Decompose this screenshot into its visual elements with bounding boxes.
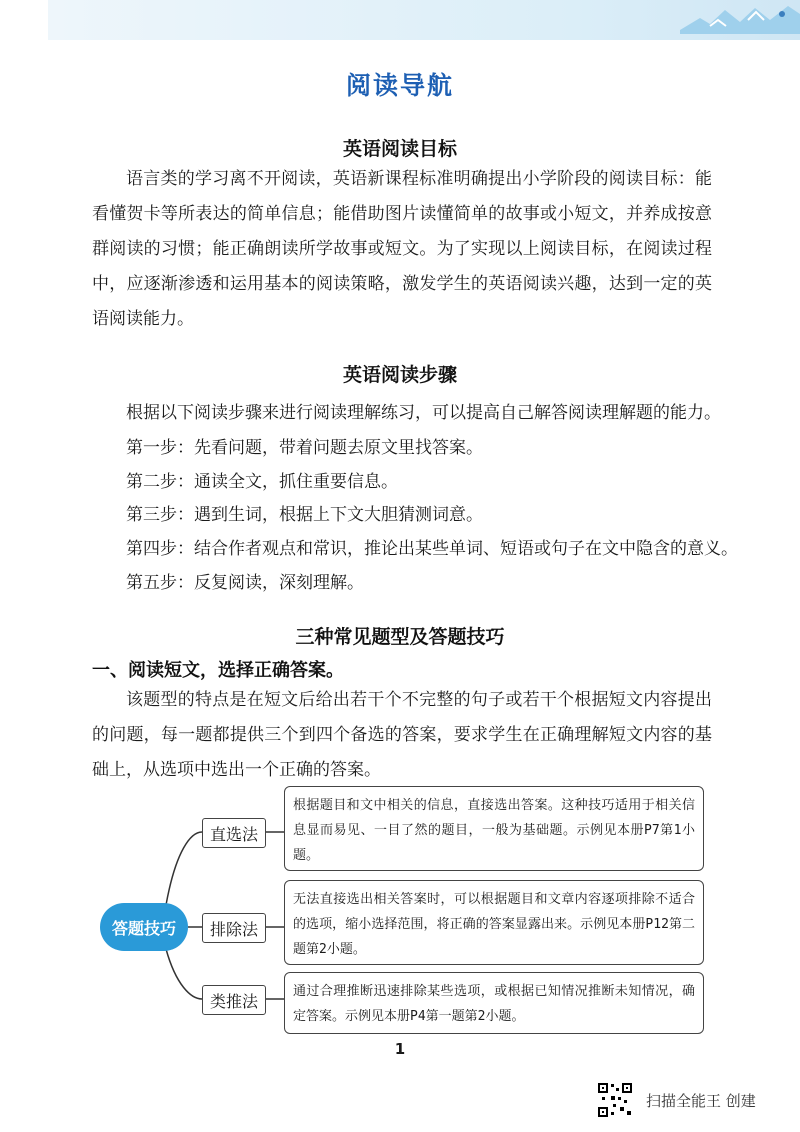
answer-skills-mindmap <box>96 780 716 1040</box>
branch-description: 无法直接选出相关答案时，可以根据题目和文章内容逐项排除不适合的选项，缩小选择范围，将正确的答案显露出来。示例见本册P12第二题第2小题。 <box>284 880 704 965</box>
section-title-steps: 英语阅读步骤 <box>342 364 457 386</box>
corner-decoration <box>670 0 800 40</box>
section-title-types: 三种常见题型及答题技巧 <box>295 626 505 648</box>
mindmap-root: 答题技巧 <box>100 903 188 951</box>
step-item: 第三步：遇到生词，根据上下文大胆猜测词意。 <box>126 505 483 525</box>
step-item: 第一步：先看问题，带着问题去原文里找答案。 <box>126 438 483 458</box>
page-number: 1 <box>394 1040 406 1058</box>
page-title: 阅读导航 <box>345 71 454 100</box>
branch-inference: 类推法 <box>202 985 266 1015</box>
question-type-paragraph: 该题型的特点是在短文后给出若干个不完整的句子或若干个根据短文内容提出的问题，每一题都提供三个到四个备选的答案，要求学生在正确理解短文内容的基础上，从选项中选出一个正确的答案。 <box>92 690 712 780</box>
branch-direct-choice: 直选法 <box>202 818 266 848</box>
qr-code-icon <box>597 1082 633 1118</box>
branch-description: 根据题目和文中相关的信息，直接选出答案。这种技巧适用于相关信息显而易见、一目了然的题目，一般为基础题。示例见本册P7第1小题。 <box>284 786 704 871</box>
branch-description: 通过合理推断迅速排除某些选项，或根据已知情况推断未知情况，确定答案。示例见本册P4第一题第2小题。 <box>284 972 704 1034</box>
scanner-watermark: 扫描全能王 创建 <box>646 1092 756 1110</box>
step-item: 第二步：通读全文，抓住重要信息。 <box>126 472 398 492</box>
question-type-heading: 一、阅读短文，选择正确答案。 <box>92 660 344 681</box>
step-item: 第四步：结合作者观点和常识，推论出某些单词、短语或句子在文中隐含的意义。 <box>126 539 738 559</box>
step-item: 第五步：反复阅读，深刻理解。 <box>126 573 364 593</box>
branch-elimination: 排除法 <box>202 913 266 943</box>
goal-paragraph: 语言类的学习离不开阅读，英语新课程标准明确提出小学阶段的阅读目标：能看懂贺卡等所表达的简单信息；能借助图片读懂简单的故事或小短文，并养成按意群阅读的习惯；能正确朗读所学故事或短文。为了实现以上阅读目标，在阅读过程中，应逐渐渗透和运用基本的阅读策略，激发学生的英语阅读兴趣，达到一定的英语阅读能力。 <box>92 169 712 329</box>
section-title-goal: 英语阅读目标 <box>342 138 457 160</box>
steps-intro: 根据以下阅读步骤来进行阅读理解练习，可以提高自己解答阅读理解题的能力。 <box>126 403 721 423</box>
